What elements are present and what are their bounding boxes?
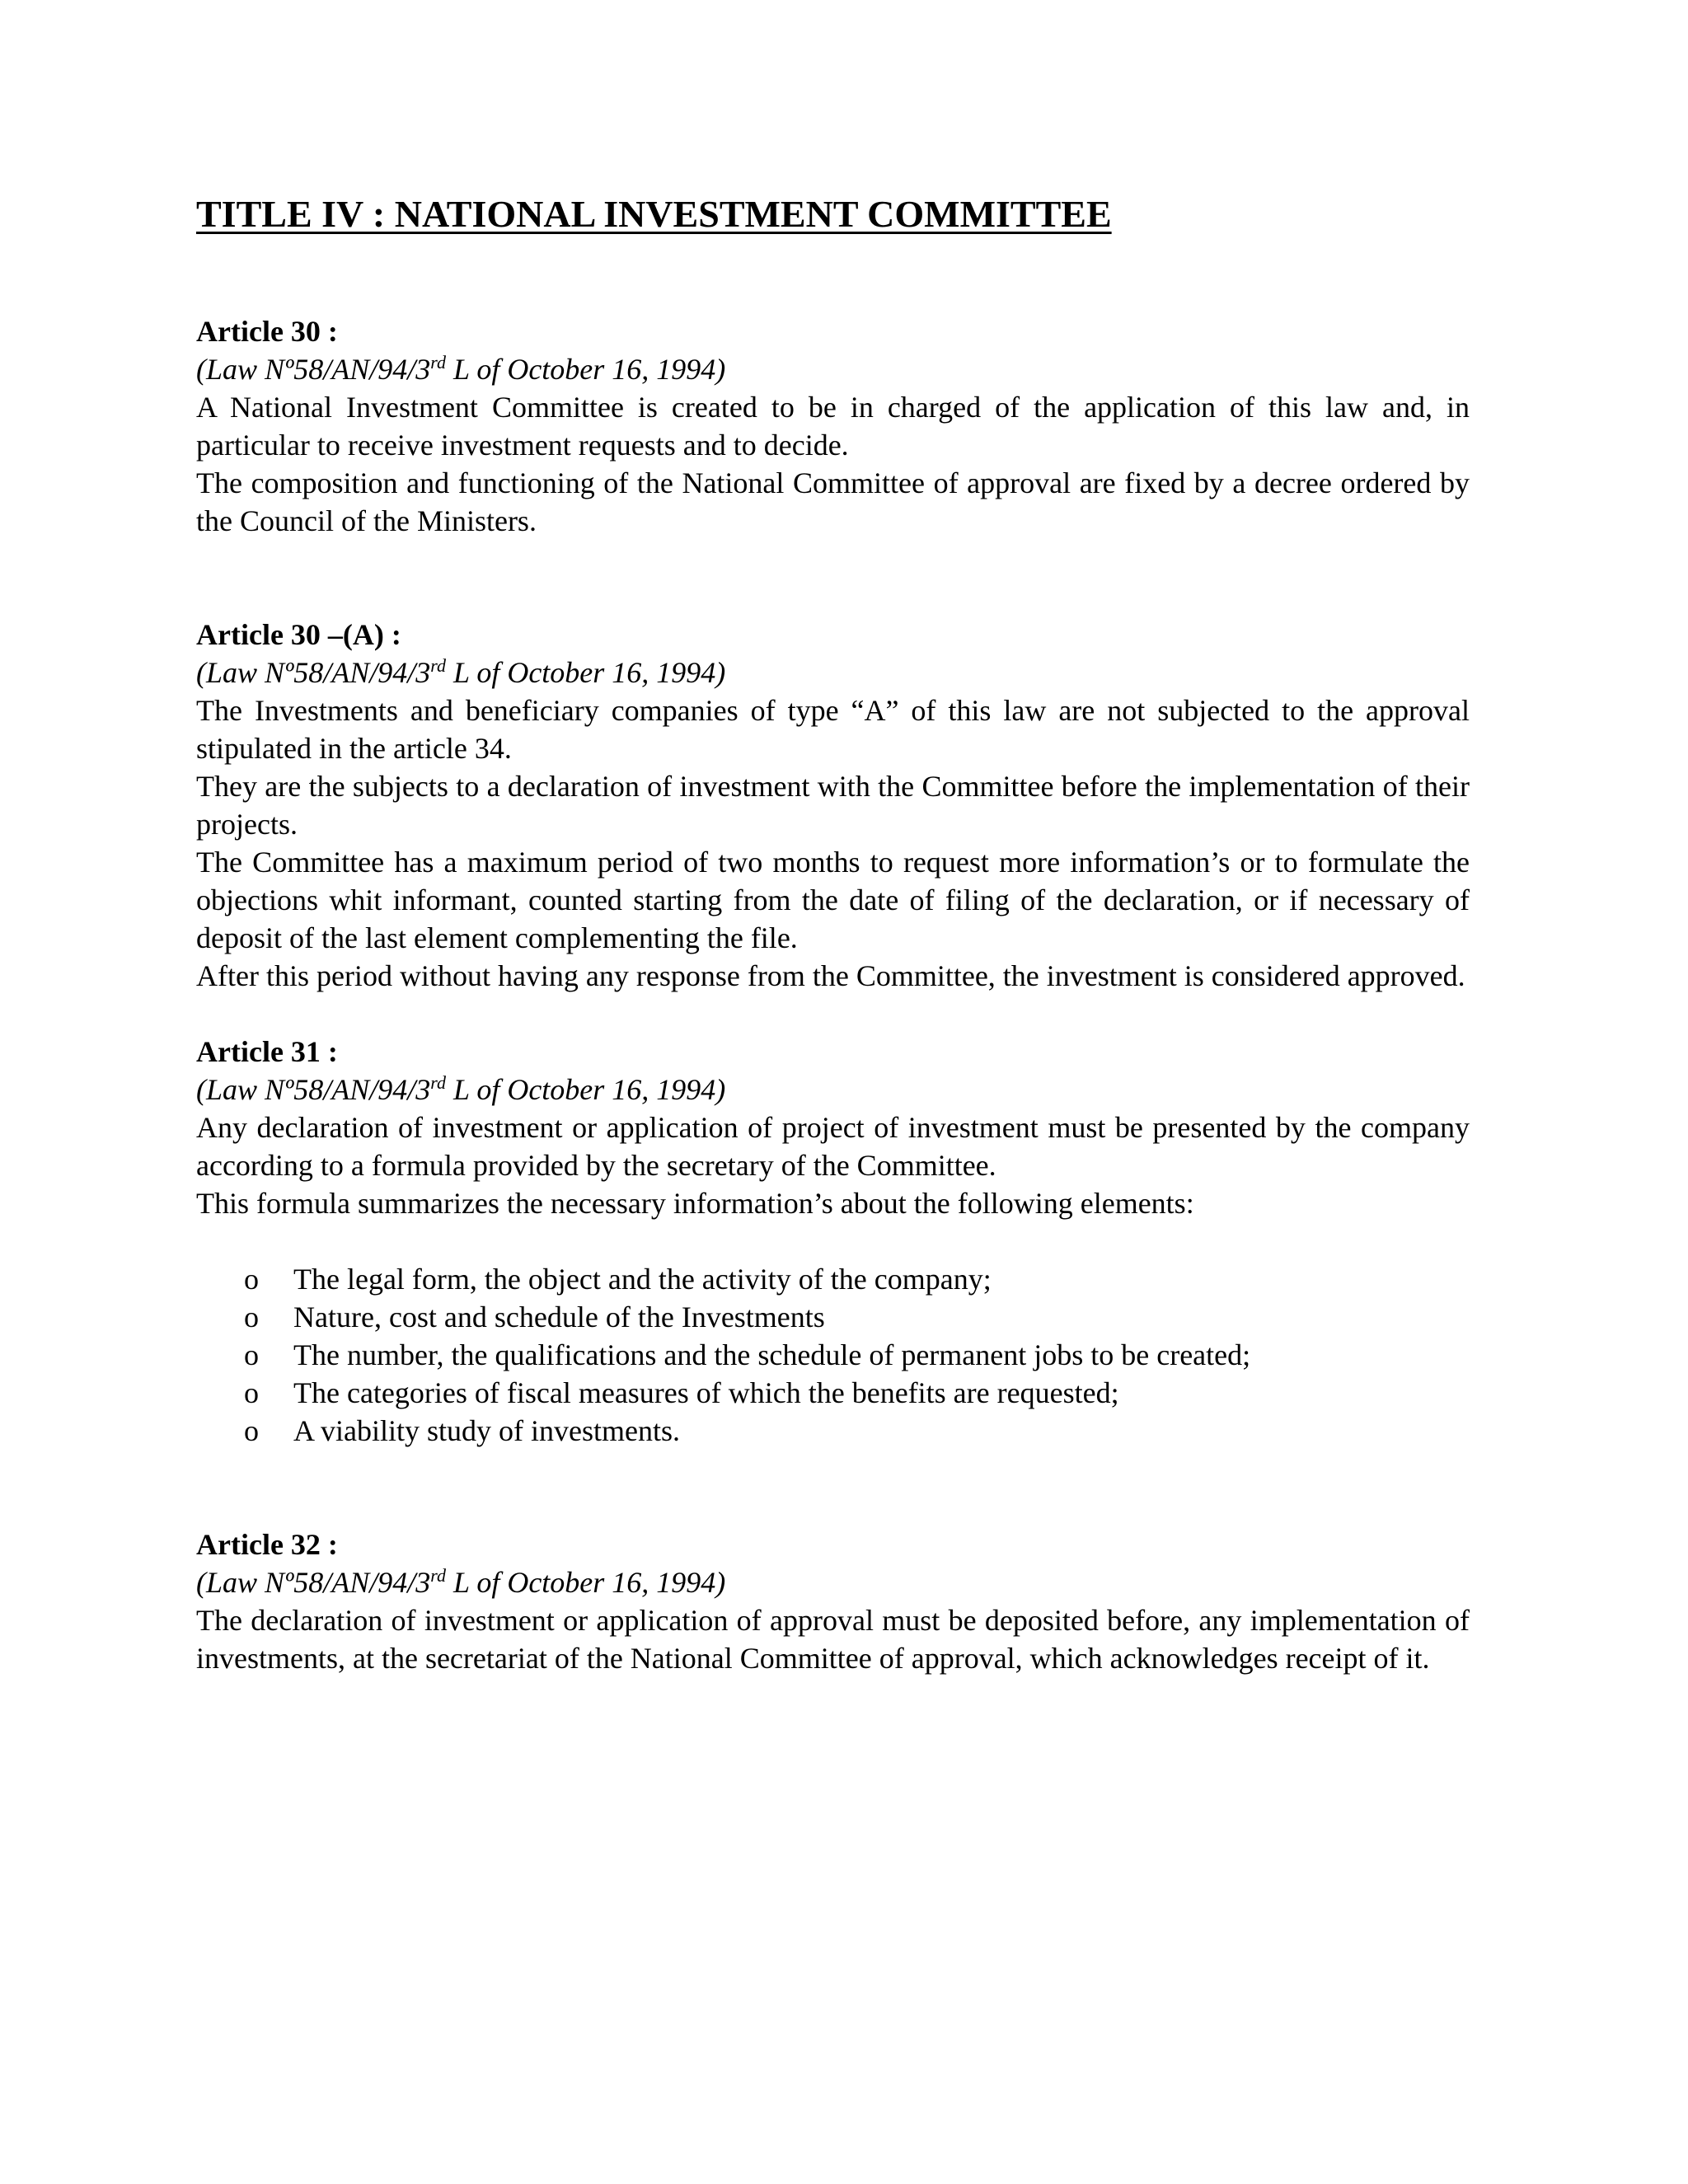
law-reference-date: L of October 16, 1994) — [445, 353, 726, 387]
law-reference — [196, 1563, 1470, 1601]
page-title: TITLE IV : NATIONAL INVESTMENT COMMITTEE — [196, 193, 1112, 235]
law-reference-text: (Law Nº58/AN/94/3 — [196, 656, 431, 690]
list-item-text: The legal form, the object and the activity of the company; — [293, 1263, 992, 1296]
law-reference — [196, 1071, 1470, 1108]
bullet-marker: o — [244, 1301, 259, 1334]
law-reference-text: (Law Nº58/AN/94/3 — [196, 1566, 431, 1600]
law-reference-text: (Law Nº58/AN/94/3 — [196, 353, 431, 387]
article-paragraph: A National Investment Committee is created to be in charged of the application of this law and, in particular to receive investment requests and to decide. — [196, 391, 1470, 462]
law-reference-date: L of October 16, 1994) — [445, 1073, 726, 1107]
law-reference-date: L of October 16, 1994) — [445, 656, 726, 690]
law-reference-superscript: rd — [430, 1565, 446, 1586]
list-item — [196, 1374, 1470, 1412]
article-heading: Article 32 : — [196, 1528, 338, 1562]
article-paragraph: The composition and functioning of the National Committee of approval are fixed by a decree ordered by the Council of the Ministers. — [196, 466, 1470, 538]
list-item — [196, 1412, 1470, 1450]
bullet-marker: o — [244, 1338, 259, 1372]
article-paragraph: Any declaration of investment or application of project of investment must be presented by the company according to a formula provided by the secretary of the Committee. — [196, 1111, 1470, 1183]
law-reference-date: L of October 16, 1994) — [445, 1566, 726, 1600]
article-paragraph: They are the subjects to a declaration of investment with the Committee before the implementation of their projects. — [196, 770, 1470, 841]
document-page — [196, 191, 1470, 1677]
list-item — [196, 1260, 1470, 1298]
list-item-text: Nature, cost and schedule of the Investments — [293, 1301, 825, 1334]
list-item — [196, 1336, 1470, 1374]
law-reference — [196, 654, 1470, 691]
article-heading: Article 30 –(A) : — [196, 618, 401, 652]
list-item — [196, 1298, 1470, 1336]
list-item-text: The categories of fiscal measures of which the benefits are requested; — [293, 1376, 1119, 1410]
article-paragraph: After this period without having any response from the Committee, the investment is considered approved. — [196, 959, 1465, 993]
list-item-text: The number, the qualifications and the schedule of permanent jobs to be created; — [293, 1338, 1251, 1372]
article-32 — [196, 1526, 1470, 1677]
article-paragraph: The Committee has a maximum period of two months to request more information’s or to formulate the objections whit informant, counted starting from the date of filing of the declaration, or if necessary of deposit of the last element complementing the file. — [196, 846, 1470, 955]
article-31 — [196, 1033, 1470, 1450]
law-reference — [196, 350, 1470, 388]
law-reference-superscript: rd — [430, 1072, 446, 1094]
bullet-marker: o — [244, 1263, 259, 1296]
article-heading: Article 30 : — [196, 315, 338, 349]
article-paragraph: This formula summarizes the necessary information’s about the following elements: — [196, 1187, 1194, 1221]
element-list — [196, 1260, 1470, 1450]
list-item-text: A viability study of investments. — [293, 1414, 680, 1448]
article-heading: Article 31 : — [196, 1035, 338, 1069]
law-reference-superscript: rd — [430, 352, 446, 373]
article-paragraph: The Investments and beneficiary companies of type “A” of this law are not subjected to the approval stipulated in the article 34. — [196, 694, 1470, 766]
law-reference-text: (Law Nº58/AN/94/3 — [196, 1073, 431, 1107]
bullet-marker: o — [244, 1414, 259, 1448]
article-30-a — [196, 616, 1470, 995]
bullet-marker: o — [244, 1376, 259, 1410]
article-paragraph: The declaration of investment or application of approval must be deposited before, any implementation of investments, at the secretariat of the National Committee of approval, which acknowledges receipt of it. — [196, 1604, 1470, 1675]
article-30 — [196, 312, 1470, 540]
law-reference-superscript: rd — [430, 655, 446, 677]
